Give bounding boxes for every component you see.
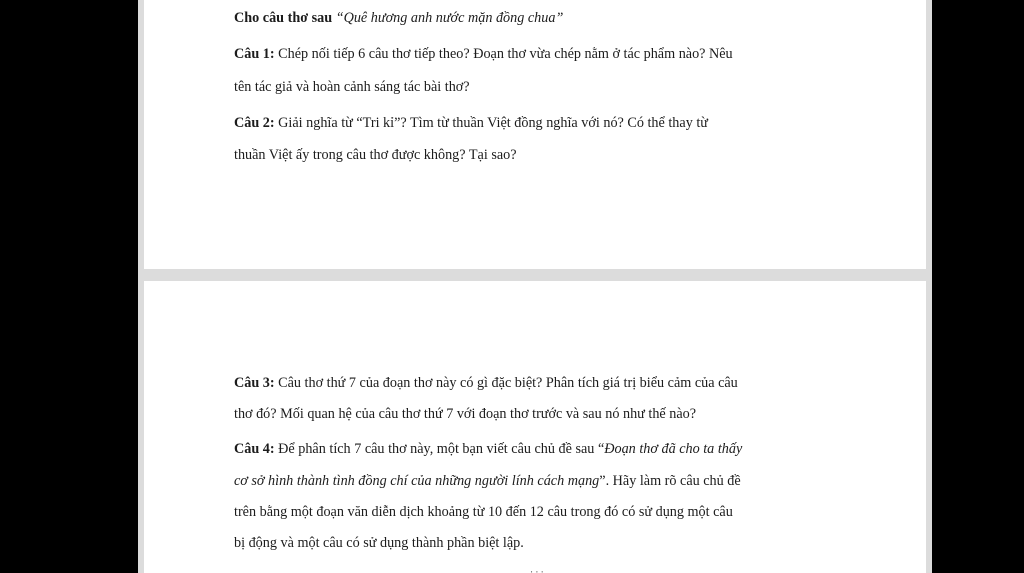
- intro-quote: “Quê hương anh nước mặn đồng chua”: [335, 10, 564, 26]
- question-1-line-1: [234, 46, 733, 63]
- intro-line: [234, 10, 563, 27]
- question-4-line-3: trên bằng một đoạn văn diễn dịch khoảng từ 10 đến 12 câu trong đó có sử dụng một câu: [234, 504, 733, 520]
- question-2-line-1: [234, 115, 708, 132]
- question-4-line-2: [234, 473, 741, 490]
- document-page-1: [144, 0, 926, 269]
- intro-bold: Cho câu thơ sau: [234, 10, 336, 26]
- question-2-label: Câu 2:: [234, 115, 275, 131]
- question-1-text-1: Chép nối tiếp 6 câu thơ tiếp theo? Đoạn thơ vừa chép nằm ở tác phẩm nào? Nêu: [274, 46, 733, 62]
- question-4-topic-1: Đoạn thơ đã cho ta thấy: [604, 441, 743, 457]
- question-4-text-1a: Để phân tích 7 câu thơ này, một bạn viết câu chủ đề sau “: [274, 441, 605, 457]
- question-3-line-1: [234, 375, 738, 392]
- question-2-line-2: thuần Việt ấy trong câu thơ được không? Tại sao?: [234, 147, 517, 163]
- question-4-label: Câu 4:: [234, 441, 275, 457]
- question-1-line-2: tên tác giả và hoàn cảnh sáng tác bài thơ?: [234, 79, 470, 95]
- question-4-text-2b: ”. Hãy làm rõ câu chủ đề: [599, 473, 741, 489]
- question-3-line-2: thơ đó? Mối quan hệ của câu thơ thứ 7 với đoạn thơ trước và sau nó như thế nào?: [234, 406, 697, 422]
- question-3-text-1: Câu thơ thứ 7 của đoạn thơ này có gì đặc biệt? Phân tích giá trị biểu cảm của câu: [274, 375, 738, 391]
- question-3-label: Câu 3:: [234, 375, 275, 391]
- question-1-label: Câu 1:: [234, 46, 275, 62]
- document-viewer[interactable]: [138, 0, 932, 573]
- question-2-text-1: Giải nghĩa từ “Tri kỉ”? Tìm từ thuần Việt đồng nghĩa với nó? Có thể thay từ: [274, 115, 708, 131]
- question-4-topic-2: cơ sở hình thành tình đồng chí của những người lính cách mạng: [234, 473, 600, 489]
- question-4-line-4: bị động và một câu có sử dụng thành phần biệt lập.: [234, 535, 524, 551]
- page-mark: ⋅ ⋅ ⋅: [530, 567, 544, 573]
- question-4-line-1: [234, 441, 742, 458]
- document-page-2: [144, 281, 926, 573]
